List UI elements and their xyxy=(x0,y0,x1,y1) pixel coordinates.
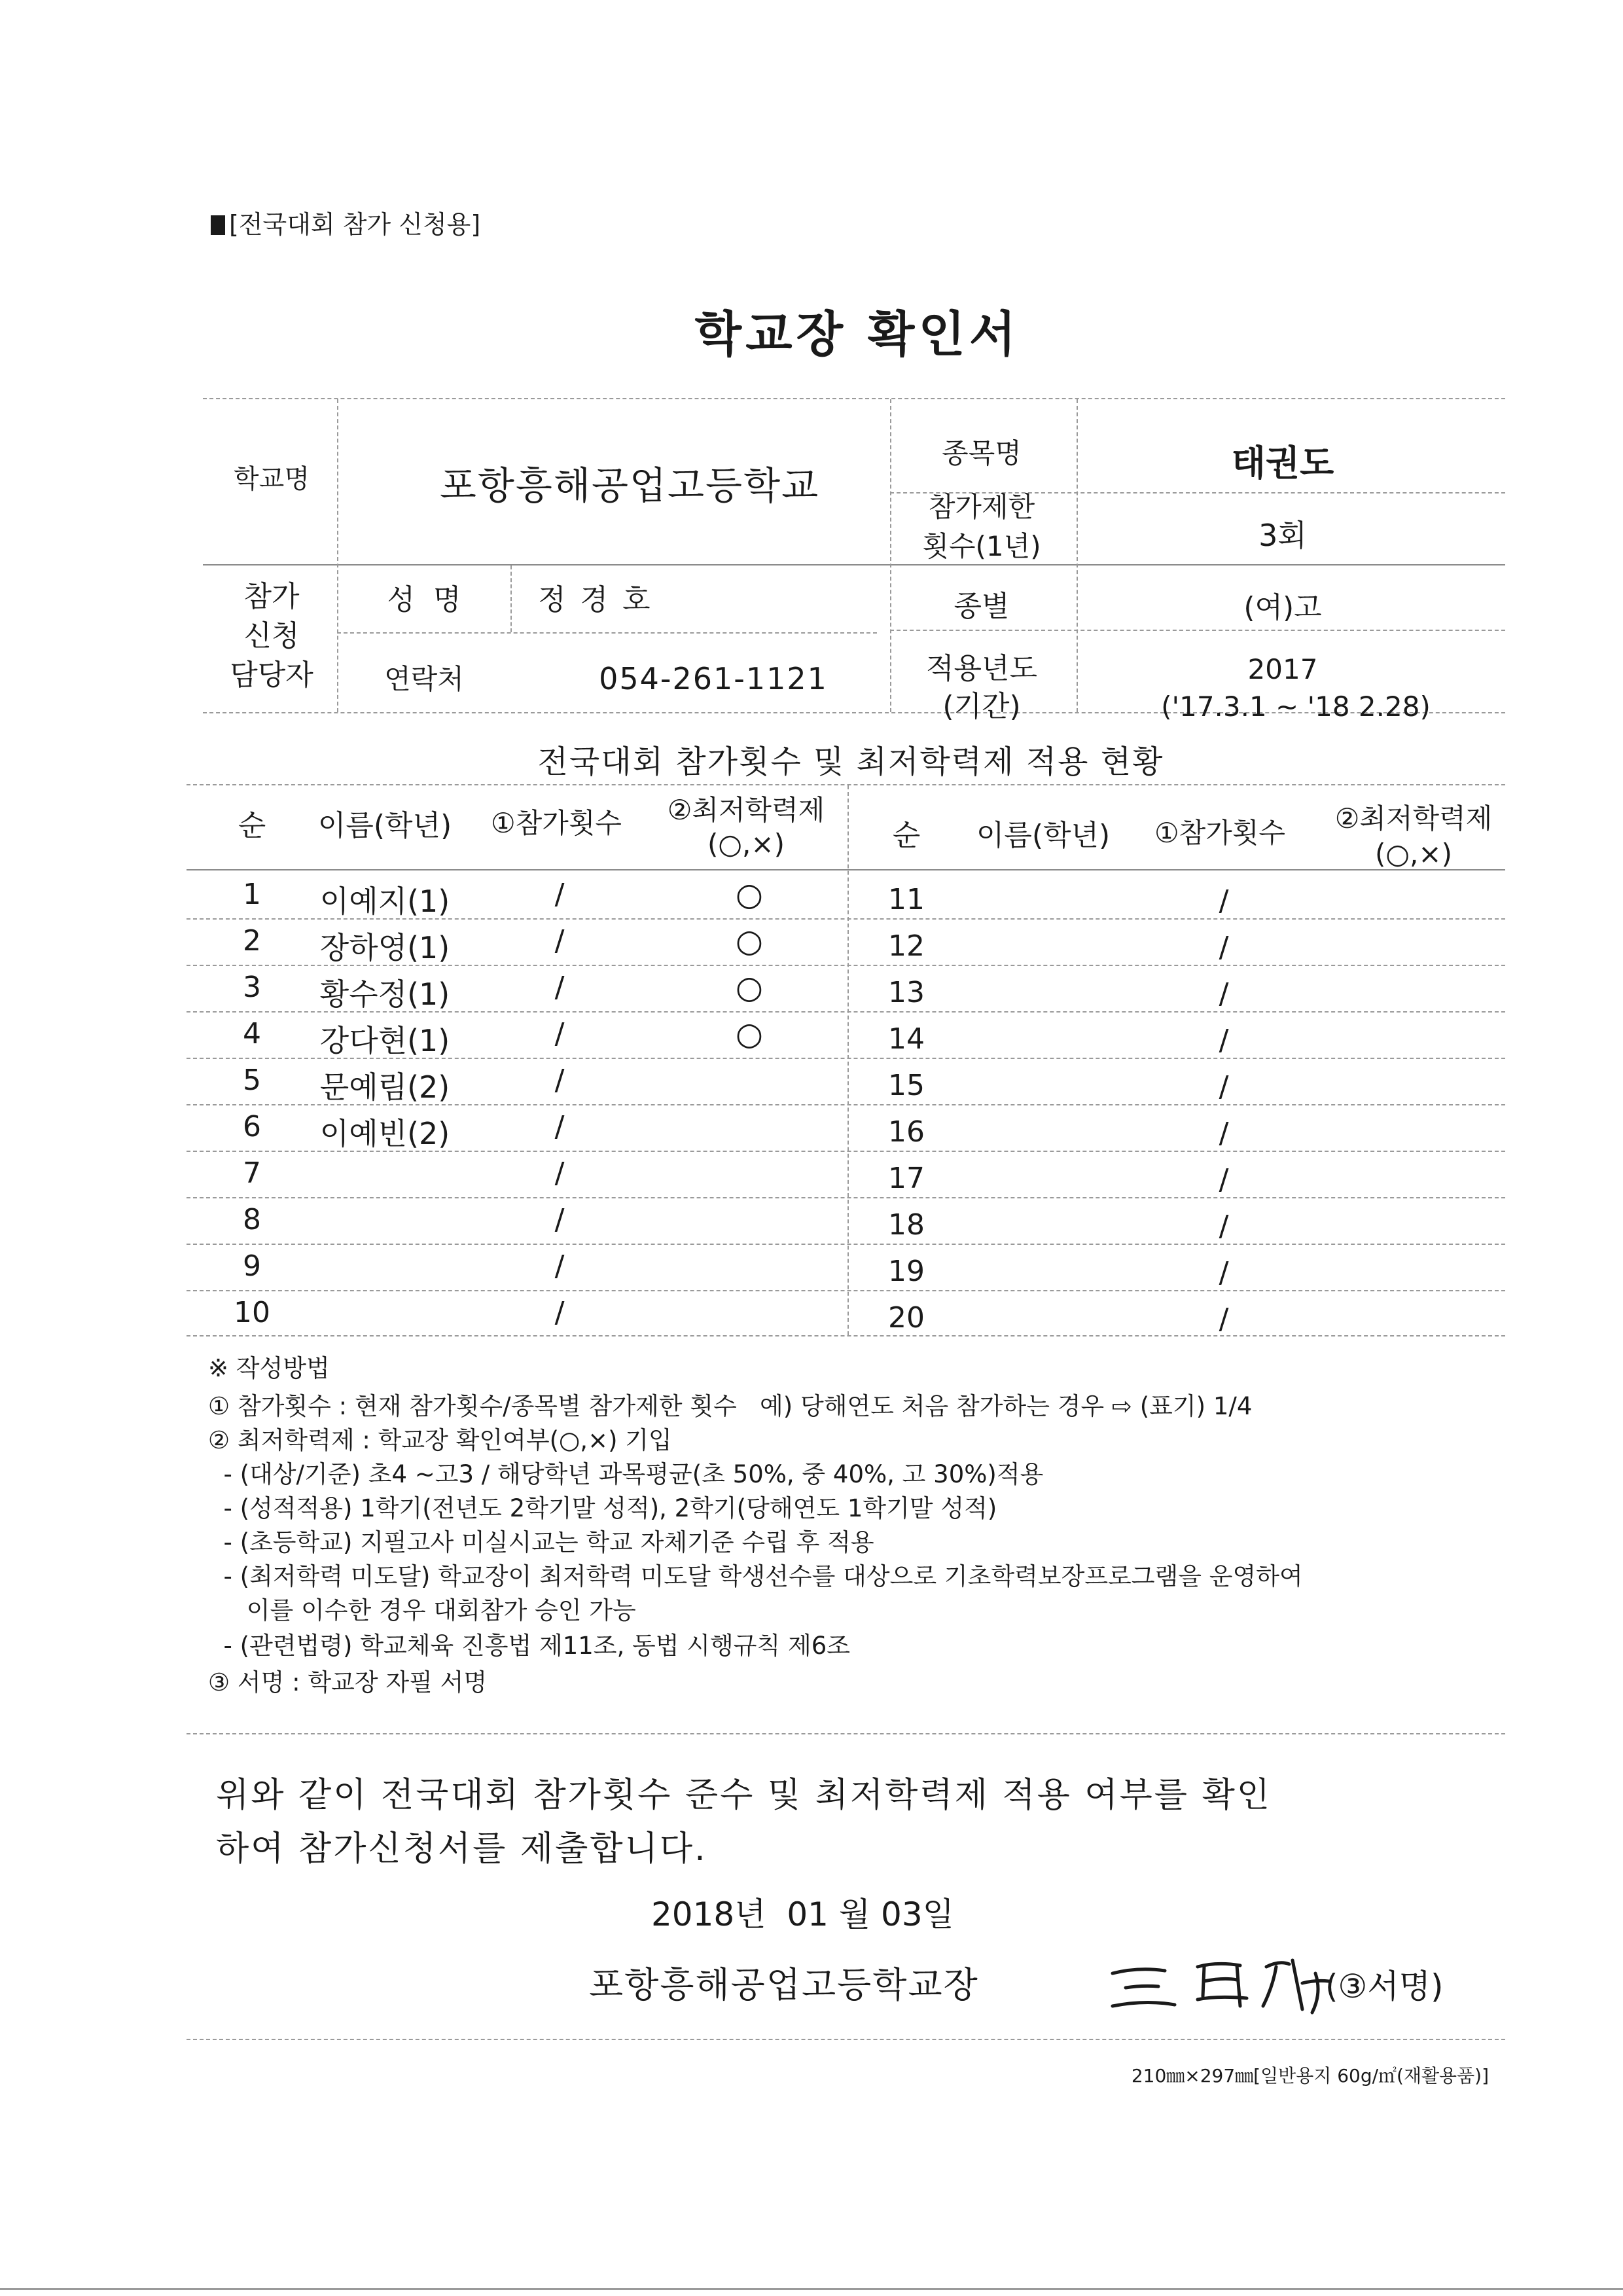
instruction-line: ① 참가횟수 : 현재 참가횟수/종목별 참가제한 횟수 예) 당해연도 처음 참가하는 경우 ⇨ (표기) 1/4 xyxy=(208,1392,1253,1420)
header-min-2: (○,×) xyxy=(707,828,785,860)
header-name: 이름(학년) xyxy=(976,819,1111,852)
signature-mark: (③서명) xyxy=(1325,1967,1444,2005)
row-count: / xyxy=(554,971,565,1004)
row-num: 19 xyxy=(888,1255,925,1288)
row-count: / xyxy=(554,1064,565,1097)
rule xyxy=(187,869,1505,870)
limit-label-2: 횟수(1년) xyxy=(922,530,1041,562)
applicant-label-2: 신청 xyxy=(243,619,300,653)
applicant-label-1: 참가 xyxy=(243,580,300,613)
row-name: 문예림(2) xyxy=(319,1069,450,1105)
header-min-2: (○,×) xyxy=(1375,838,1452,870)
header-name: 이름(학년) xyxy=(317,809,452,842)
paper-spec: 210㎜×297㎜[일반용지 60g/㎡(재활용품)] xyxy=(1131,2065,1489,2087)
row-num: 7 xyxy=(243,1157,261,1190)
instruction-line: - (관련법령) 학교체육 진흥법 제11조, 동법 시행규칙 제6조 xyxy=(208,1632,851,1660)
header-count: ①참가횟수 xyxy=(491,807,622,839)
row-count: / xyxy=(1219,1117,1229,1150)
applicant-label-3: 담당자 xyxy=(230,658,313,692)
gender-label: 종별 xyxy=(954,590,1010,623)
school-name: 포항흥해공업고등학교 xyxy=(439,463,820,508)
row-count: / xyxy=(554,924,565,958)
event-label: 종목명 xyxy=(942,437,1022,469)
header-num: 순 xyxy=(892,819,921,852)
row-num: 9 xyxy=(243,1249,261,1283)
form-type-text: [전국대회 참가 신청용] xyxy=(229,210,481,239)
instruction-line: ③ 서명 : 학교장 자필 서명 xyxy=(208,1668,488,1696)
row-rule xyxy=(187,1197,1505,1198)
year-label-1: 적용년도 xyxy=(925,652,1038,685)
section-title: 전국대회 참가횟수 및 최저학력제 적용 현황 xyxy=(537,744,1164,780)
row-count: / xyxy=(554,1249,565,1283)
row-count: / xyxy=(554,1110,565,1143)
instruction-line: - (성적적용) 1학기(전년도 2학기말 성적), 2학기(당해연도 1학기말 성적) xyxy=(208,1494,997,1522)
name-label: 성 명 xyxy=(387,583,461,617)
header-min-1: ②최저학력제 xyxy=(1334,802,1493,834)
row-num: 18 xyxy=(888,1208,925,1242)
rule xyxy=(187,1335,1505,1336)
signer-name: 포항흥해공업고등학교장 xyxy=(589,1964,979,2005)
rule xyxy=(187,1733,1505,1734)
limit-value: 3회 xyxy=(1258,518,1307,553)
instruction-line: ※ 작성방법 xyxy=(208,1354,330,1382)
row-num: 20 xyxy=(888,1301,925,1335)
rule xyxy=(847,785,849,1335)
statement-line-2: 하여 참가신청서를 제출합니다. xyxy=(216,1829,707,1869)
header-count: ①참가횟수 xyxy=(1154,817,1285,849)
row-count: / xyxy=(554,1017,565,1050)
form-type-tag xyxy=(211,204,480,240)
row-num: 3 xyxy=(243,971,261,1004)
row-count: / xyxy=(554,1203,565,1236)
row-num: 12 xyxy=(888,929,925,963)
row-count: / xyxy=(1219,977,1229,1011)
row-min: ○ xyxy=(736,923,763,960)
school-label: 학교명 xyxy=(234,464,310,494)
row-num: 14 xyxy=(888,1022,925,1056)
row-num: 8 xyxy=(243,1203,261,1236)
rule xyxy=(1077,399,1078,712)
rule xyxy=(890,630,1505,631)
row-rule xyxy=(187,1290,1505,1291)
rule xyxy=(203,398,1505,399)
row-count: / xyxy=(1219,1024,1229,1057)
year-value-1: 2017 xyxy=(1247,653,1318,685)
rule xyxy=(890,399,891,712)
limit-label-1: 참가제한 xyxy=(928,491,1035,523)
rule xyxy=(337,632,877,634)
row-num: 1 xyxy=(243,878,261,911)
rule xyxy=(337,399,338,712)
instruction-line: - (초등학교) 지필고사 미실시교는 학교 자체기준 수립 후 적용 xyxy=(208,1528,874,1556)
row-num: 16 xyxy=(888,1115,925,1149)
row-count: / xyxy=(1219,1210,1229,1243)
row-min: ○ xyxy=(736,876,763,913)
row-count: / xyxy=(1219,1070,1229,1103)
contact-value: 054-261-1121 xyxy=(599,661,828,696)
row-num: 6 xyxy=(243,1110,261,1143)
header-num: 순 xyxy=(238,809,266,842)
row-name: 황수정(1) xyxy=(319,977,450,1012)
page-edge xyxy=(0,2288,1623,2290)
year-value-2: ('17.3.1 ~ '18 2.28) xyxy=(1161,691,1431,723)
row-rule xyxy=(187,1244,1505,1245)
row-count: / xyxy=(1219,1256,1229,1289)
contact-label: 연락처 xyxy=(384,663,464,695)
rule xyxy=(187,2039,1505,2040)
row-min: ○ xyxy=(736,1016,763,1052)
square-bullet-icon xyxy=(211,215,225,235)
row-num: 17 xyxy=(888,1162,925,1195)
instruction-line: 이를 이수한 경우 대회참가 승인 가능 xyxy=(208,1596,636,1624)
row-count: / xyxy=(554,878,565,911)
statement-line-1: 위와 같이 전국대회 참가횟수 준수 및 최저학력제 적용 여부를 확인 xyxy=(216,1776,1272,1815)
row-count: / xyxy=(1219,1302,1229,1336)
instruction-line: - (대상/기준) 초4 ~고3 / 해당학년 과목평균(초 50%, 중 40%, 고 30%)적용 xyxy=(208,1460,1044,1488)
gender-value: (여)고 xyxy=(1243,591,1322,624)
rule xyxy=(203,564,1505,565)
row-count: / xyxy=(1219,1163,1229,1196)
page-title: 학교장 확인서 xyxy=(694,306,1020,363)
handwritten-signature xyxy=(1106,1947,1342,2019)
signing-date: 2018년 01 월 03일 xyxy=(651,1895,954,1933)
row-num: 11 xyxy=(888,883,925,916)
row-count: / xyxy=(554,1296,565,1329)
rule xyxy=(510,565,512,632)
year-label-2: (기간) xyxy=(942,690,1021,723)
row-num: 4 xyxy=(243,1017,261,1050)
row-name: 장하영(1) xyxy=(319,930,450,965)
row-num: 15 xyxy=(888,1069,925,1102)
row-name: 이예빈(2) xyxy=(319,1116,450,1151)
row-count: / xyxy=(1219,884,1229,918)
signature-mark-text: ③서명 xyxy=(1338,1967,1431,2005)
event-value: 태권도 xyxy=(1231,442,1334,484)
row-count: / xyxy=(1219,931,1229,964)
header-min-1: ②최저학력제 xyxy=(667,794,825,826)
row-num: 5 xyxy=(243,1064,261,1097)
row-min: ○ xyxy=(736,969,763,1006)
row-name: 이예지(1) xyxy=(319,884,450,919)
name-value: 정 경 호 xyxy=(538,583,653,617)
instruction-line: - (최저학력 미도달) 학교장이 최저학력 미도달 학생선수를 대상으로 기초학력보장프로그램을 운영하여 xyxy=(208,1562,1303,1590)
rule xyxy=(187,784,1505,785)
row-count: / xyxy=(554,1157,565,1190)
instruction-line: ② 최저학력제 : 학교장 확인여부(○,×) 기입 xyxy=(208,1426,672,1454)
row-name: 강다현(1) xyxy=(319,1023,450,1058)
row-num: 13 xyxy=(888,976,925,1009)
row-num: 2 xyxy=(243,924,261,958)
row-num: 10 xyxy=(234,1296,270,1329)
